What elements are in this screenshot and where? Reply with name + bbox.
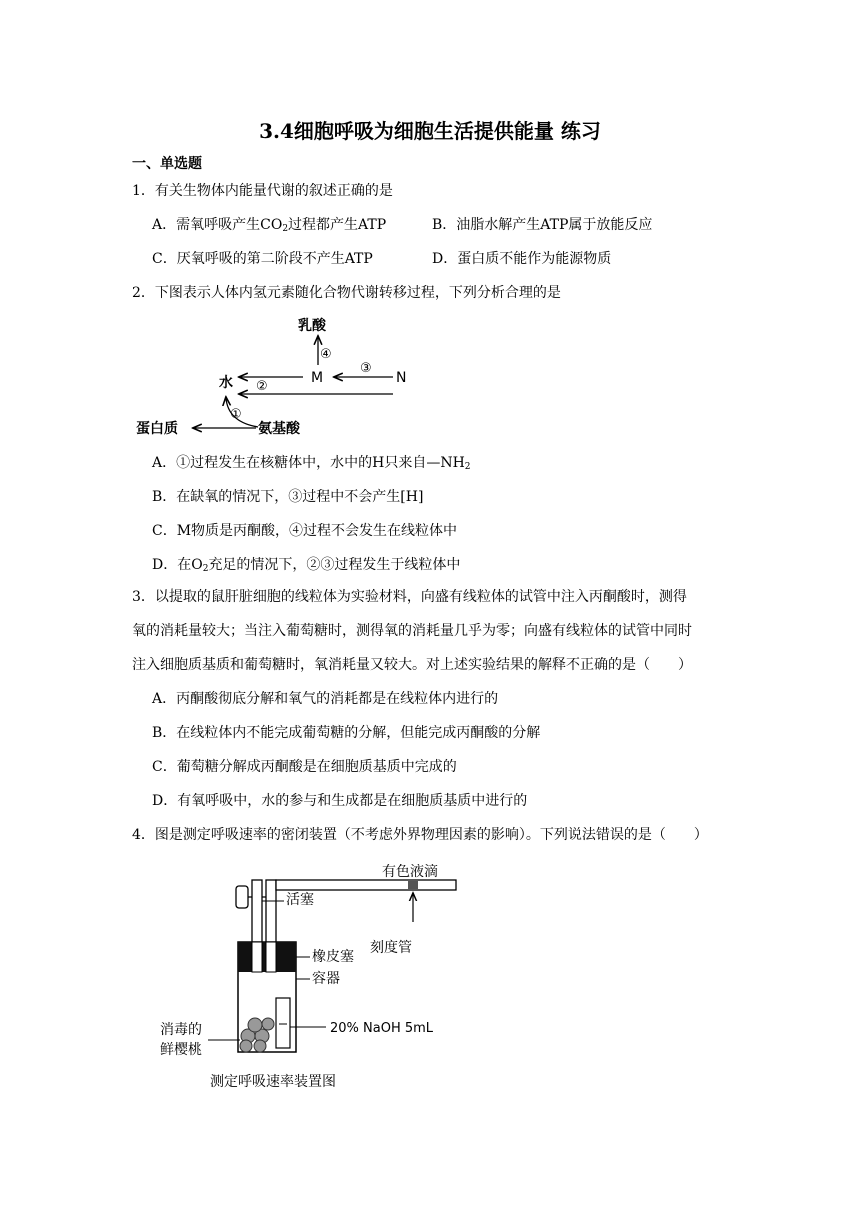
piston-label: 活塞 — [286, 892, 314, 908]
graduated-tube — [276, 880, 456, 890]
q3-stem-line1: 3．以提取的鼠肝脏细胞的线粒体为实验材料，向盛有线粒体的试管中注入丙酮酸时，测得 — [132, 589, 687, 605]
q1-option-b: B．油脂水解产生ATP属于放能反应 — [432, 217, 653, 233]
q2-option-c: C．M物质是丙酮酸，④过程不会发生在线粒体中 — [152, 523, 458, 539]
graduated-tube-label: 刻度管 — [370, 940, 412, 956]
piston-handle — [236, 886, 248, 908]
q1-option-c: C．厌氧呼吸的第二阶段不产生ATP — [152, 251, 373, 267]
n-label: N — [396, 370, 407, 386]
q3-option-d: D．有氧呼吸中，水的参与和生成都是在细胞质基质中进行的 — [152, 793, 528, 809]
q3-stem-line2: 氧的消耗量较大；当注入葡萄糖时，测得氧的消耗量几乎为零；向盛有线粒体的试管中同时 — [132, 623, 692, 639]
amino-acid-label: 氨基酸 — [258, 421, 300, 437]
q4-stem: 4．图是测定呼吸速率的密闭装置（不考虑外界物理因素的影响）。下列说法错误的是（ ） — [132, 827, 708, 843]
q1-option-d: D．蛋白质不能作为能源物质 — [432, 251, 612, 267]
q2-stem: 2．下图表示人体内氢元素随化合物代谢转移过程，下列分析合理的是 — [132, 285, 561, 301]
stopper-hole-1 — [252, 942, 262, 972]
colored-droplet — [408, 881, 418, 889]
q3-option-c: C．葡萄糖分解成丙酮酸是在细胞质基质中完成的 — [152, 759, 457, 775]
step-4-label: ④ — [320, 347, 332, 362]
lactic-acid-label: 乳酸 — [298, 318, 326, 334]
q3-option-b: B．在线粒体内不能完成葡萄糖的分解，但能完成丙酮酸的分解 — [152, 725, 541, 741]
water-label: 水 — [219, 375, 233, 391]
naoh-label: 20% NaOH 5mL — [330, 1021, 434, 1036]
step-1-label: ① — [230, 407, 242, 422]
hydrogen-transfer-diagram — [128, 310, 428, 440]
respiration-apparatus-figure — [150, 864, 470, 1094]
page-title: 3.4细胞呼吸为细胞生活提供能量 练习 — [259, 119, 601, 143]
step-3-label: ③ — [360, 361, 372, 376]
section-heading: 一、单选题 — [132, 156, 202, 172]
cherry-label-1: 消毒的 — [160, 1022, 202, 1038]
stopper-label: 橡皮塞 — [312, 949, 354, 965]
m-label: M — [311, 370, 324, 386]
stopper-hole-2 — [266, 942, 276, 972]
figure-caption: 测定呼吸速率装置图 — [210, 1074, 336, 1090]
q3-stem-line3: 注入细胞质基质和葡萄糖时，氧消耗量又较大。对上述实验结果的解释不正确的是（ ） — [132, 657, 692, 673]
container-label: 容器 — [312, 971, 340, 987]
cherry-label-2: 鲜樱桃 — [160, 1042, 202, 1058]
protein-label: 蛋白质 — [136, 421, 178, 437]
q1-stem: 1．有关生物体内能量代谢的叙述正确的是 — [132, 183, 393, 199]
q1-option-a: A．需氧呼吸产生$CO_2$过程都产生ATP — [152, 217, 387, 234]
q3-option-a: A．丙酮酸彻底分解和氧气的消耗都是在线粒体内进行的 — [152, 691, 499, 707]
step-2-label: ② — [256, 379, 268, 394]
q2-option-d: D．在$O_2$充足的情况下，②③过程发生于线粒体中 — [152, 557, 461, 574]
q2-option-a: A．①过程发生在核糖体中，水中的H只来自$—NH_2$ — [152, 455, 471, 472]
droplet-label: 有色液滴 — [382, 864, 438, 880]
naoh-tube — [276, 998, 290, 1048]
q2-option-b: B．在缺氧的情况下，③过程中不会产生[H] — [152, 489, 424, 505]
